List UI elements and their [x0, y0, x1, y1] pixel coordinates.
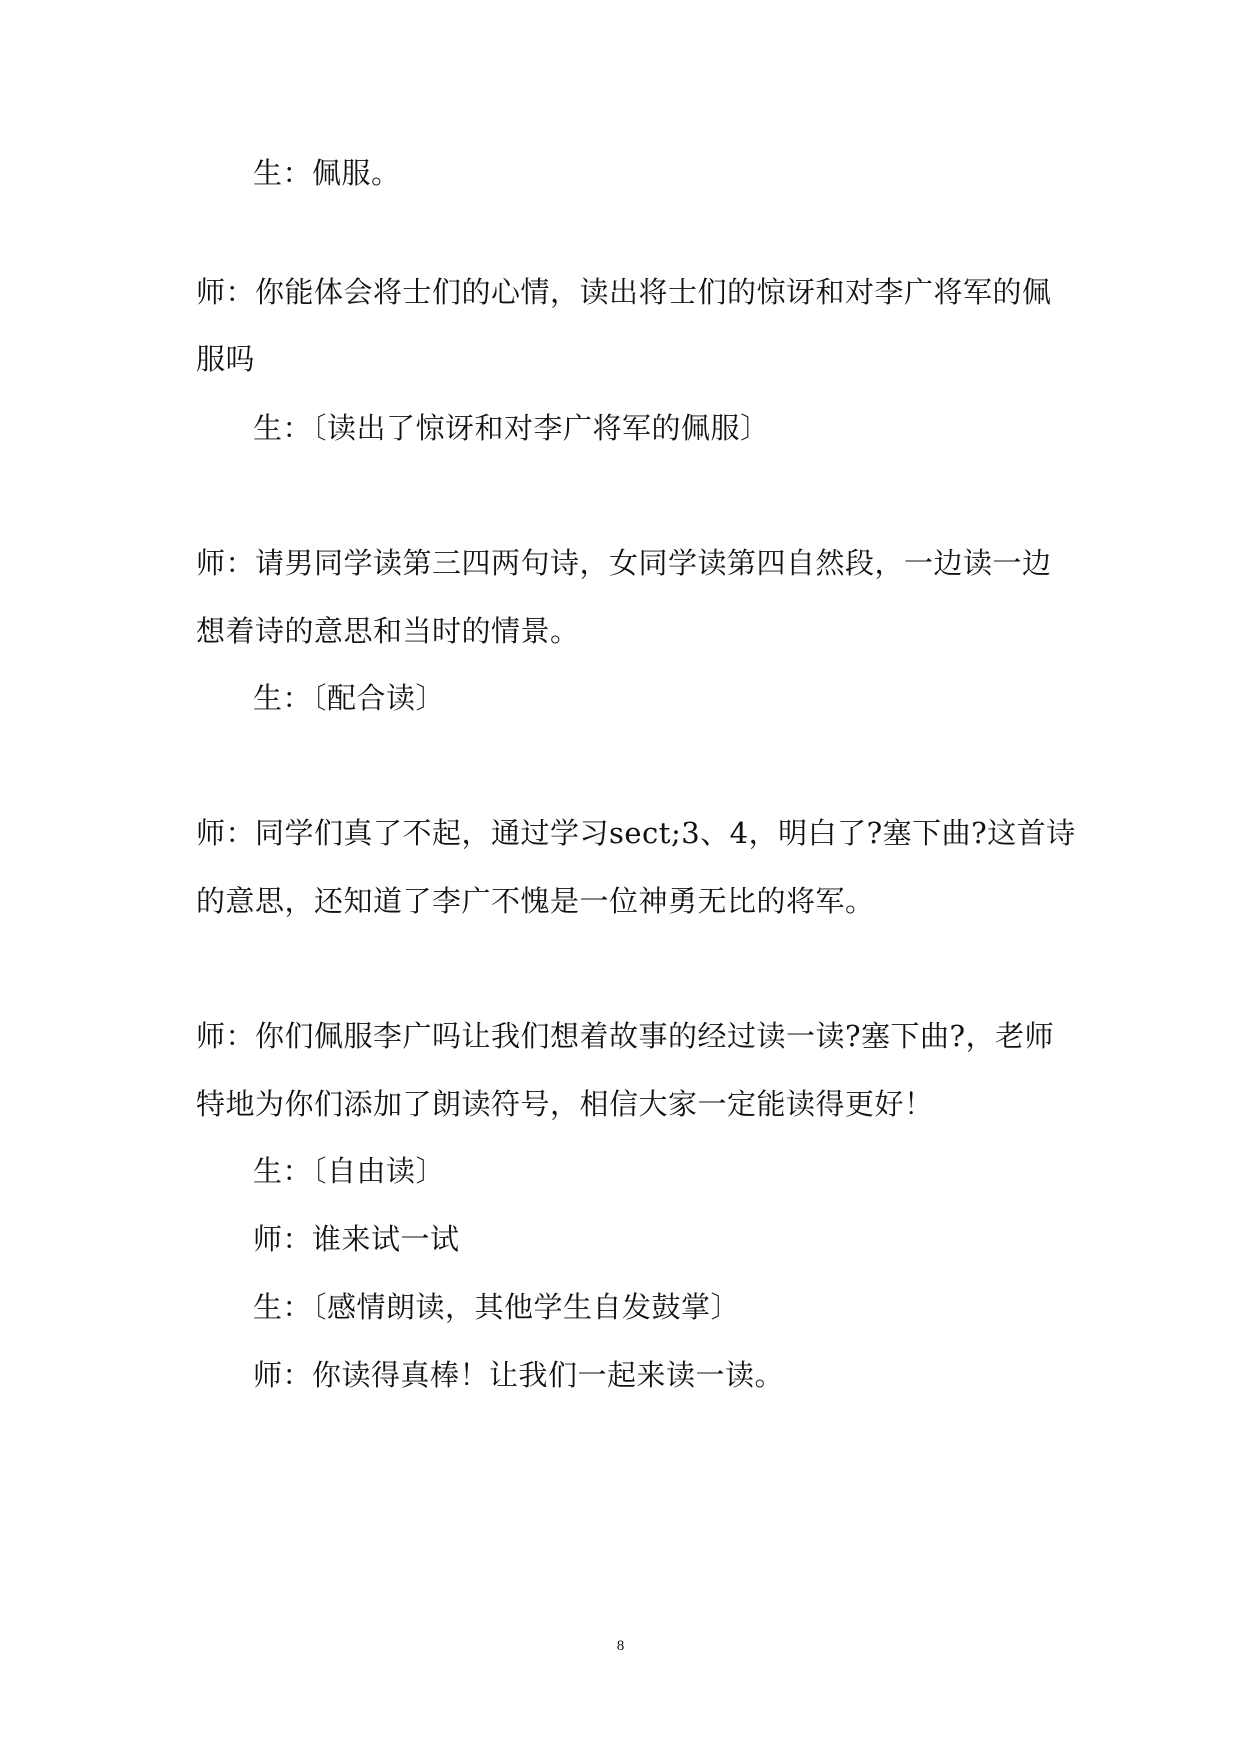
dialogue-line: 师：请男同学读第三四两句诗，女同学读第四自然段，一边读一边 — [196, 546, 1052, 580]
dialogue-line: 师：你们佩服李广吗让我们想着故事的经过读一读?塞下曲?，老师 — [196, 1019, 1055, 1053]
dialogue-line: 生：佩服。 — [253, 156, 401, 190]
dialogue-line-continuation: 想着诗的意思和当时的情景。 — [196, 614, 580, 648]
dialogue-line-continuation: 的意思，还知道了李广不愧是一位神勇无比的将军。 — [196, 884, 875, 918]
dialogue-line: 生：〔配合读〕 — [253, 681, 446, 715]
dialogue-line: 师：同学们真了不起，通过学习sect;3、4，明白了?塞下曲?这首诗 — [196, 816, 1076, 850]
dialogue-line: 师：你读得真棒！让我们一起来读一读。 — [253, 1358, 785, 1392]
dialogue-line: 师：你能体会将士们的心情，读出将士们的惊讶和对李广将军的佩 — [196, 275, 1052, 309]
dialogue-line: 生：〔读出了惊讶和对李广将军的佩服〕 — [253, 411, 770, 445]
dialogue-line: 生：〔自由读〕 — [253, 1154, 446, 1188]
dialogue-line-continuation: 特地为你们添加了朗读符号，相信大家一定能读得更好！ — [196, 1087, 934, 1121]
dialogue-line: 师：谁来试一试 — [253, 1222, 460, 1256]
dialogue-line-continuation: 服吗 — [196, 342, 256, 376]
page-number: 8 — [616, 1638, 625, 1654]
dialogue-line: 生：〔感情朗读，其他学生自发鼓掌〕 — [253, 1290, 741, 1324]
